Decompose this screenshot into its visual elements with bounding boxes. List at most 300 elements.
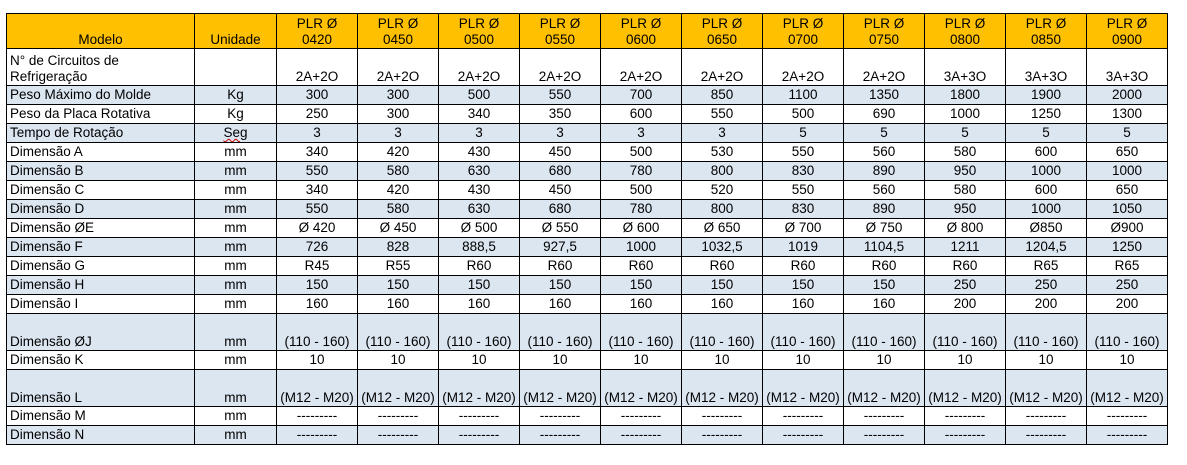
row-value: 2A+2O bbox=[520, 49, 601, 86]
row-value: 1800 bbox=[925, 86, 1006, 105]
row-value: 500 bbox=[601, 143, 682, 162]
row-value: --------- bbox=[763, 426, 844, 445]
row-value: 300 bbox=[277, 86, 358, 105]
row-value: (110 - 160) bbox=[520, 314, 601, 351]
row-value: 828 bbox=[358, 238, 439, 257]
row-unit bbox=[195, 276, 277, 295]
model-header-line1: PLR Ø bbox=[1106, 16, 1148, 31]
row-label: Dimensão N bbox=[7, 426, 195, 445]
row-value: 1211 bbox=[925, 238, 1006, 257]
row-value: 520 bbox=[682, 181, 763, 200]
model-header-line2: 0650 bbox=[706, 32, 738, 47]
row-unit bbox=[195, 181, 277, 200]
row-value: 10 bbox=[682, 351, 763, 370]
row-value: 160 bbox=[682, 295, 763, 314]
row-unit bbox=[195, 238, 277, 257]
row-value: 726 bbox=[277, 238, 358, 257]
row-value: R60 bbox=[682, 257, 763, 276]
row-value: 1000 bbox=[1006, 200, 1087, 219]
row-value: 1050 bbox=[1087, 200, 1168, 219]
row-value: --------- bbox=[1087, 407, 1168, 426]
row-value: 1000 bbox=[1006, 162, 1087, 181]
unit-header: Unidade bbox=[195, 14, 277, 49]
row-label: Dimensão D bbox=[7, 200, 195, 219]
row-value: Ø 450 bbox=[358, 219, 439, 238]
model-header-3 bbox=[520, 14, 601, 49]
row-unit-text: mm bbox=[224, 408, 247, 423]
table-row bbox=[7, 219, 1168, 238]
row-value: R60 bbox=[763, 257, 844, 276]
row-value: 10 bbox=[925, 351, 1006, 370]
row-value: (110 - 160) bbox=[682, 314, 763, 351]
row-value: --------- bbox=[358, 407, 439, 426]
row-value: 3 bbox=[682, 124, 763, 143]
row-value: 650 bbox=[1087, 181, 1168, 200]
row-value: 690 bbox=[844, 105, 925, 124]
row-value: 160 bbox=[520, 295, 601, 314]
row-value: 800 bbox=[682, 200, 763, 219]
row-unit-text: mm bbox=[224, 390, 247, 405]
row-unit-text: Seg bbox=[223, 125, 248, 140]
row-value: 950 bbox=[925, 200, 1006, 219]
row-unit bbox=[195, 162, 277, 181]
row-value: Ø 550 bbox=[520, 219, 601, 238]
row-value: 500 bbox=[601, 181, 682, 200]
row-value: 160 bbox=[763, 295, 844, 314]
row-value: --------- bbox=[601, 426, 682, 445]
row-unit-text: mm bbox=[224, 201, 247, 216]
model-header-line1: PLR Ø bbox=[458, 16, 500, 31]
row-value: 1250 bbox=[1087, 238, 1168, 257]
row-value: 150 bbox=[520, 276, 601, 295]
row-value: 890 bbox=[844, 200, 925, 219]
row-label: N° de Circuitos de Refrigeração bbox=[7, 49, 195, 86]
row-unit-text: mm bbox=[224, 239, 247, 254]
header-row bbox=[7, 14, 1168, 49]
row-value: (110 - 160) bbox=[358, 314, 439, 351]
table-row bbox=[7, 238, 1168, 257]
row-value: (110 - 160) bbox=[925, 314, 1006, 351]
model-header-line1: PLR Ø bbox=[944, 16, 986, 31]
row-value: 420 bbox=[358, 143, 439, 162]
row-value: 630 bbox=[439, 162, 520, 181]
row-value: 5 bbox=[844, 124, 925, 143]
row-label: Dimensão H bbox=[7, 276, 195, 295]
row-unit-text: mm bbox=[224, 163, 247, 178]
row-value: 10 bbox=[439, 351, 520, 370]
row-value: 1104,5 bbox=[844, 238, 925, 257]
row-value: 3 bbox=[601, 124, 682, 143]
row-unit bbox=[195, 49, 277, 86]
table-row bbox=[7, 49, 1168, 86]
table-row bbox=[7, 162, 1168, 181]
row-value: R55 bbox=[358, 257, 439, 276]
row-value: (110 - 160) bbox=[1087, 314, 1168, 351]
row-value: 680 bbox=[520, 162, 601, 181]
row-value: Ø 800 bbox=[925, 219, 1006, 238]
row-unit bbox=[195, 105, 277, 124]
row-value: 3 bbox=[358, 124, 439, 143]
table-row bbox=[7, 407, 1168, 426]
model-header-2 bbox=[439, 14, 520, 49]
table-row bbox=[7, 105, 1168, 124]
row-value: --------- bbox=[439, 407, 520, 426]
row-unit bbox=[195, 351, 277, 370]
row-unit bbox=[195, 407, 277, 426]
row-value: 680 bbox=[520, 200, 601, 219]
model-header-line1: PLR Ø bbox=[701, 16, 743, 31]
row-value: 650 bbox=[1087, 143, 1168, 162]
row-value: 2A+2O bbox=[601, 49, 682, 86]
row-unit-text: mm bbox=[224, 334, 247, 349]
row-value: 3 bbox=[439, 124, 520, 143]
row-value: 550 bbox=[763, 181, 844, 200]
model-header-line2: 0900 bbox=[1111, 32, 1143, 47]
model-header-5 bbox=[682, 14, 763, 49]
row-value: 550 bbox=[277, 162, 358, 181]
row-unit-text: mm bbox=[224, 296, 247, 311]
row-value: 2A+2O bbox=[844, 49, 925, 86]
row-value: R60 bbox=[601, 257, 682, 276]
row-value: 530 bbox=[682, 143, 763, 162]
row-value: 250 bbox=[277, 105, 358, 124]
row-value: 780 bbox=[601, 162, 682, 181]
row-unit bbox=[195, 86, 277, 105]
row-value: --------- bbox=[601, 407, 682, 426]
row-value: 300 bbox=[358, 105, 439, 124]
row-value: --------- bbox=[1006, 426, 1087, 445]
row-unit-text: mm bbox=[224, 258, 247, 273]
row-value: (M12 - M20) bbox=[1006, 370, 1087, 407]
row-value: 160 bbox=[601, 295, 682, 314]
row-value: 3A+3O bbox=[1087, 49, 1168, 86]
row-value: (M12 - M20) bbox=[358, 370, 439, 407]
row-value: 5 bbox=[925, 124, 1006, 143]
row-value: R60 bbox=[844, 257, 925, 276]
row-value: --------- bbox=[520, 407, 601, 426]
row-value: 700 bbox=[601, 86, 682, 105]
row-label: Dimensão M bbox=[7, 407, 195, 426]
table-row bbox=[7, 124, 1168, 143]
row-value: (110 - 160) bbox=[844, 314, 925, 351]
table-row bbox=[7, 295, 1168, 314]
row-value: 1350 bbox=[844, 86, 925, 105]
row-value: 890 bbox=[844, 162, 925, 181]
row-value: (M12 - M20) bbox=[601, 370, 682, 407]
row-value: 3A+3O bbox=[1006, 49, 1087, 86]
table-body bbox=[7, 49, 1168, 445]
row-value: R60 bbox=[520, 257, 601, 276]
row-value: 2A+2O bbox=[358, 49, 439, 86]
row-value: 3A+3O bbox=[925, 49, 1006, 86]
model-header-9 bbox=[1006, 14, 1087, 49]
row-value: 5 bbox=[1087, 124, 1168, 143]
model-header-0 bbox=[277, 14, 358, 49]
row-value: --------- bbox=[1006, 407, 1087, 426]
row-value: 3 bbox=[520, 124, 601, 143]
row-value: 200 bbox=[1006, 295, 1087, 314]
row-value: (110 - 160) bbox=[439, 314, 520, 351]
row-value: 1100 bbox=[763, 86, 844, 105]
row-value: 430 bbox=[439, 143, 520, 162]
row-unit-text: mm bbox=[224, 144, 247, 159]
row-value: --------- bbox=[520, 426, 601, 445]
model-header-line2: 0420 bbox=[301, 32, 333, 47]
row-value: 1000 bbox=[1087, 162, 1168, 181]
row-value: 800 bbox=[682, 162, 763, 181]
model-header-line2: 0450 bbox=[382, 32, 414, 47]
row-unit bbox=[195, 314, 277, 351]
row-label: Dimensão G bbox=[7, 257, 195, 276]
row-value: 1032,5 bbox=[682, 238, 763, 257]
row-value: 160 bbox=[277, 295, 358, 314]
row-value: Ø900 bbox=[1087, 219, 1168, 238]
row-value: (M12 - M20) bbox=[520, 370, 601, 407]
row-value: 550 bbox=[277, 200, 358, 219]
row-value: 500 bbox=[439, 86, 520, 105]
model-header-line2: 0700 bbox=[787, 32, 819, 47]
table-row bbox=[7, 181, 1168, 200]
row-unit-text: mm bbox=[224, 352, 247, 367]
row-label: Dimensão C bbox=[7, 181, 195, 200]
row-unit bbox=[195, 219, 277, 238]
model-header-line1: PLR Ø bbox=[539, 16, 581, 31]
row-unit bbox=[195, 124, 277, 143]
row-value: Ø 700 bbox=[763, 219, 844, 238]
row-value: 5 bbox=[1006, 124, 1087, 143]
model-header-7 bbox=[844, 14, 925, 49]
row-label: Dimensão ØJ bbox=[7, 314, 195, 351]
row-label: Peso da Placa Rotativa bbox=[7, 105, 195, 124]
model-header-line2: 0800 bbox=[949, 32, 981, 47]
table-row bbox=[7, 370, 1168, 407]
model-header-line1: PLR Ø bbox=[1025, 16, 1067, 31]
row-value: 250 bbox=[925, 276, 1006, 295]
row-value: 1300 bbox=[1087, 105, 1168, 124]
row-value: R60 bbox=[439, 257, 520, 276]
row-value: --------- bbox=[844, 407, 925, 426]
row-value: 150 bbox=[601, 276, 682, 295]
row-value: 160 bbox=[358, 295, 439, 314]
row-value: 420 bbox=[358, 181, 439, 200]
row-value: --------- bbox=[277, 426, 358, 445]
row-value: 1000 bbox=[925, 105, 1006, 124]
row-label: Dimensão I bbox=[7, 295, 195, 314]
row-value: 200 bbox=[925, 295, 1006, 314]
model-header-line1: PLR Ø bbox=[620, 16, 662, 31]
row-value: 2000 bbox=[1087, 86, 1168, 105]
row-value: Ø 750 bbox=[844, 219, 925, 238]
row-value: 350 bbox=[520, 105, 601, 124]
row-value: (M12 - M20) bbox=[682, 370, 763, 407]
model-header-8 bbox=[925, 14, 1006, 49]
row-value: 600 bbox=[1006, 143, 1087, 162]
row-value: 888,5 bbox=[439, 238, 520, 257]
row-value: 10 bbox=[358, 351, 439, 370]
row-value: (110 - 160) bbox=[601, 314, 682, 351]
model-header-line2: 0500 bbox=[463, 32, 495, 47]
model-header-4 bbox=[601, 14, 682, 49]
row-value: (M12 - M20) bbox=[925, 370, 1006, 407]
row-value: 580 bbox=[358, 200, 439, 219]
row-label: Dimensão K bbox=[7, 351, 195, 370]
row-value: 580 bbox=[358, 162, 439, 181]
row-unit bbox=[195, 200, 277, 219]
row-value: 630 bbox=[439, 200, 520, 219]
row-value: 200 bbox=[1087, 295, 1168, 314]
row-value: 580 bbox=[925, 181, 1006, 200]
table-row bbox=[7, 351, 1168, 370]
row-value: 160 bbox=[439, 295, 520, 314]
model-header-line1: PLR Ø bbox=[782, 16, 824, 31]
table-row bbox=[7, 143, 1168, 162]
model-header-line2: 0550 bbox=[544, 32, 576, 47]
row-value: --------- bbox=[682, 426, 763, 445]
row-value: R65 bbox=[1006, 257, 1087, 276]
row-value: Ø 600 bbox=[601, 219, 682, 238]
row-value: 2A+2O bbox=[439, 49, 520, 86]
row-value: 150 bbox=[844, 276, 925, 295]
row-label: Dimensão L bbox=[7, 370, 195, 407]
row-value: 600 bbox=[601, 105, 682, 124]
row-value: --------- bbox=[763, 407, 844, 426]
row-value: (M12 - M20) bbox=[1087, 370, 1168, 407]
row-value: R45 bbox=[277, 257, 358, 276]
row-value: 3 bbox=[277, 124, 358, 143]
row-value: 10 bbox=[1006, 351, 1087, 370]
table-row bbox=[7, 86, 1168, 105]
row-value: 300 bbox=[358, 86, 439, 105]
row-value: 10 bbox=[277, 351, 358, 370]
table-row bbox=[7, 426, 1168, 445]
row-value: 450 bbox=[520, 181, 601, 200]
row-unit-text: mm bbox=[224, 427, 247, 442]
row-value: 550 bbox=[763, 143, 844, 162]
row-label: Tempo de Rotação bbox=[7, 124, 195, 143]
row-value: 1000 bbox=[601, 238, 682, 257]
row-value: --------- bbox=[1087, 426, 1168, 445]
row-value: 2A+2O bbox=[763, 49, 844, 86]
model-header-line1: PLR Ø bbox=[863, 16, 905, 31]
row-value: 150 bbox=[277, 276, 358, 295]
row-value: 10 bbox=[844, 351, 925, 370]
row-value: --------- bbox=[358, 426, 439, 445]
row-value: 850 bbox=[682, 86, 763, 105]
row-value: 560 bbox=[844, 143, 925, 162]
row-value: 340 bbox=[439, 105, 520, 124]
row-unit-text: Kg bbox=[227, 87, 244, 102]
row-unit-text: Kg bbox=[227, 106, 244, 121]
row-value: (M12 - M20) bbox=[844, 370, 925, 407]
row-value: 600 bbox=[1006, 181, 1087, 200]
row-unit bbox=[195, 143, 277, 162]
row-value: 10 bbox=[601, 351, 682, 370]
model-header-line1: PLR Ø bbox=[377, 16, 419, 31]
model-header-line1: PLR Ø bbox=[296, 16, 338, 31]
row-value: R60 bbox=[925, 257, 1006, 276]
row-value: 250 bbox=[1006, 276, 1087, 295]
model-header-line2: 0600 bbox=[625, 32, 657, 47]
row-value: 950 bbox=[925, 162, 1006, 181]
row-value: (110 - 160) bbox=[763, 314, 844, 351]
row-label: Dimensão F bbox=[7, 238, 195, 257]
row-value: 5 bbox=[763, 124, 844, 143]
row-value: 10 bbox=[520, 351, 601, 370]
row-value: 150 bbox=[358, 276, 439, 295]
row-value: 10 bbox=[763, 351, 844, 370]
row-value: 1019 bbox=[763, 238, 844, 257]
row-value: --------- bbox=[844, 426, 925, 445]
row-value: 450 bbox=[520, 143, 601, 162]
table-row bbox=[7, 200, 1168, 219]
row-value: (M12 - M20) bbox=[277, 370, 358, 407]
row-value: 250 bbox=[1087, 276, 1168, 295]
row-value: 160 bbox=[844, 295, 925, 314]
row-value: Ø 420 bbox=[277, 219, 358, 238]
model-header-10 bbox=[1087, 14, 1168, 49]
table-row bbox=[7, 276, 1168, 295]
row-value: 1250 bbox=[1006, 105, 1087, 124]
row-value: 927,5 bbox=[520, 238, 601, 257]
row-value: 340 bbox=[277, 143, 358, 162]
row-label: Peso Máximo do Molde bbox=[7, 86, 195, 105]
row-value: (110 - 160) bbox=[277, 314, 358, 351]
row-value: 2A+2O bbox=[682, 49, 763, 86]
row-value: 1204,5 bbox=[1006, 238, 1087, 257]
row-value: (110 - 160) bbox=[1006, 314, 1087, 351]
row-value: 2A+2O bbox=[277, 49, 358, 86]
model-header-line2: 0750 bbox=[868, 32, 900, 47]
row-unit bbox=[195, 426, 277, 445]
row-value: Ø850 bbox=[1006, 219, 1087, 238]
row-value: 830 bbox=[763, 200, 844, 219]
row-unit-text: mm bbox=[224, 182, 247, 197]
row-value: 150 bbox=[763, 276, 844, 295]
row-value: 340 bbox=[277, 181, 358, 200]
row-value: 780 bbox=[601, 200, 682, 219]
row-label: Dimensão B bbox=[7, 162, 195, 181]
row-unit-text: mm bbox=[224, 277, 247, 292]
row-value: (M12 - M20) bbox=[763, 370, 844, 407]
row-value: Ø 650 bbox=[682, 219, 763, 238]
table-row bbox=[7, 257, 1168, 276]
row-value: 150 bbox=[682, 276, 763, 295]
spec-table bbox=[6, 13, 1168, 445]
row-value: 1900 bbox=[1006, 86, 1087, 105]
model-header-6 bbox=[763, 14, 844, 49]
row-value: 550 bbox=[682, 105, 763, 124]
model-header-line2: 0850 bbox=[1030, 32, 1062, 47]
row-value: 10 bbox=[1087, 351, 1168, 370]
row-value: --------- bbox=[925, 407, 1006, 426]
row-value: 560 bbox=[844, 181, 925, 200]
row-value: (M12 - M20) bbox=[439, 370, 520, 407]
row-value: 430 bbox=[439, 181, 520, 200]
row-value: --------- bbox=[682, 407, 763, 426]
table-row bbox=[7, 314, 1168, 351]
row-unit bbox=[195, 257, 277, 276]
row-value: 830 bbox=[763, 162, 844, 181]
row-value: 500 bbox=[763, 105, 844, 124]
row-value: --------- bbox=[277, 407, 358, 426]
row-unit-text: mm bbox=[224, 220, 247, 235]
model-header: Modelo bbox=[7, 14, 195, 49]
row-label: Dimensão A bbox=[7, 143, 195, 162]
row-value: --------- bbox=[925, 426, 1006, 445]
row-value: --------- bbox=[439, 426, 520, 445]
row-label: Dimensão ØE bbox=[7, 219, 195, 238]
row-unit bbox=[195, 295, 277, 314]
